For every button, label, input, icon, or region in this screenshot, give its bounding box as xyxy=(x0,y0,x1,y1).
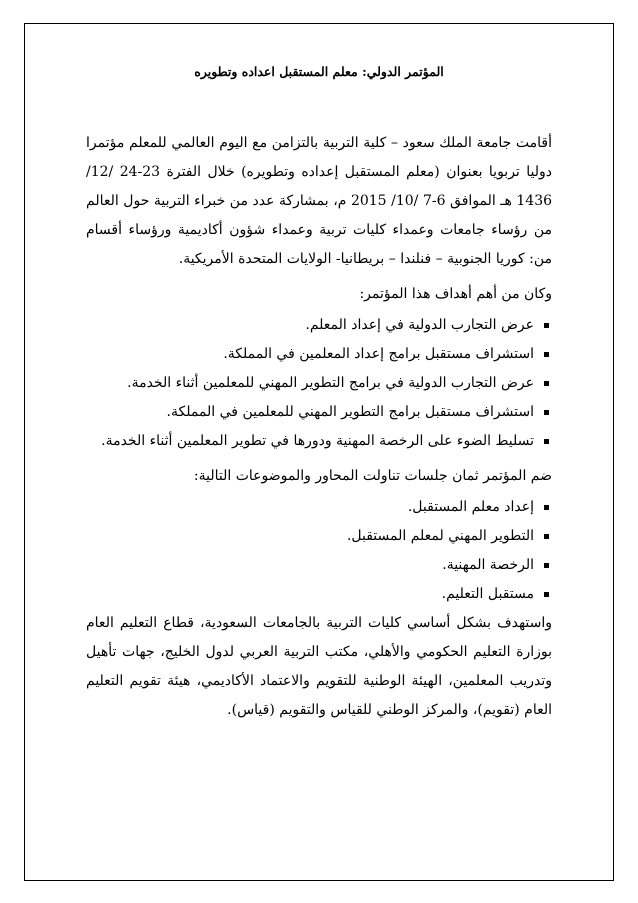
topic-item: إعداد معلم المستقبل. xyxy=(86,493,552,522)
goals-list xyxy=(86,311,552,456)
goals-heading: وكان من أهم أهداف هذا المؤتمر: xyxy=(359,286,552,302)
document-title: المؤتمر الدولي: معلم المستقبل اعداده وتطويره xyxy=(194,64,444,79)
topic-item: الرخصة المهنية. xyxy=(86,551,552,580)
intro-paragraph: أقامت جامعة الملك سعود – كلية التربية بالتزامن مع اليوم العالمي للمعلم مؤتمرا دوليا تربويا بعنوان (معلم المستقبل إعداده وتطويره) خلال الفترة 23-24 /12/ 1436 هـ الموافق 6-7 /10/ 2015 م، بمشاركة عدد من خبراء التربية حول العالم من رؤساء جامعات وعمداء كليات تربية وعمداء شؤون أكاديمية ورؤساء أقسام من: كوريا الجنوبية – فنلندا – بريطانيا- الولايات المتحدة الأمريكية. xyxy=(86,135,553,267)
topic-item: مستقبل التعليم. xyxy=(86,580,552,609)
goal-item: عرض التجارب الدولية في برامج التطوير المهني للمعلمين أثناء الخدمة. xyxy=(86,369,552,398)
target-paragraph: واستهدف بشكل أساسي كليات التربية بالجامعات السعودية، قطاع التعليم العام بوزارة التعليم الحكومي والأهلي، مكتب التربية العربي لدول الخليج، جهات تأهيل وتدريب المعلمين، الهيئة الوطنية للتقويم والاعتماد الأكاديمي، هيئة تقويم التعليم العام (تقويم)، والمركز الوطني للقياس والتقويم (قياس). xyxy=(86,615,552,718)
goal-item: عرض التجارب الدولية في إعداد المعلم. xyxy=(86,311,552,340)
topics-heading: ضم المؤتمر ثمان جلسات تناولت المحاور والموضوعات التالية: xyxy=(193,468,552,484)
goal-item: استشراف مستقبل برامج التطوير المهني للمعلمين في المملكة. xyxy=(86,398,552,427)
topic-item: التطوير المهني لمعلم المستقبل. xyxy=(86,522,552,551)
goal-item: استشراف مستقبل برامج إعداد المعلمين في المملكة. xyxy=(86,340,552,369)
goal-item: تسليط الضوء على الرخصة المهنية ودورها في تطوير المعلمين أثناء الخدمة. xyxy=(86,427,552,456)
topics-list xyxy=(86,493,552,609)
document-body xyxy=(86,64,552,725)
